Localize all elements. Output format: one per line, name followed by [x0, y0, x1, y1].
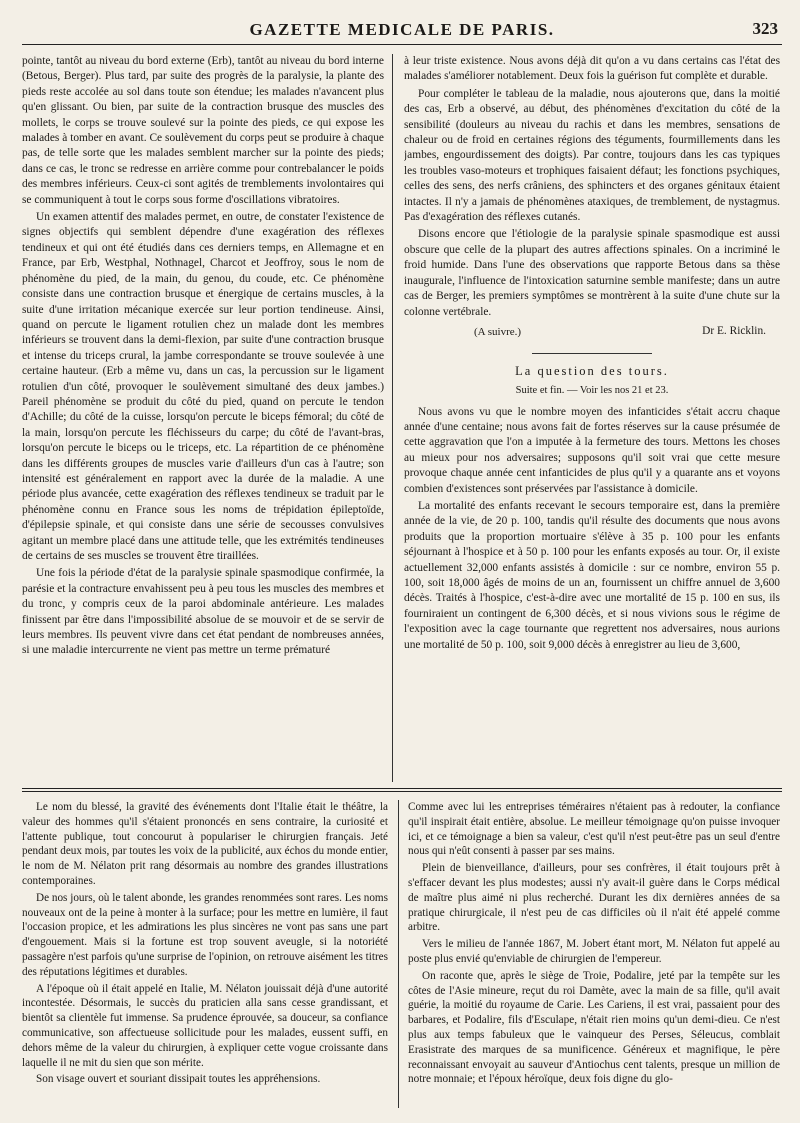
paragraph: Une fois la période d'état de la paralysie spinale spasmodique confirmée, la parésie et la contracture envahissent peu à peu tous les muscles des membres et du tronc, y compris ceux de la paroi abdominale antérieure. Les malades finissent par être dans l'impossibilité absolue de se mouvoir et de se servir de leurs membres. Ils peuvent vivre dans cet état pendant de nombreuses années, si une maladie intercurrente ne vient pas mettre un terme prématuré — [22, 567, 384, 657]
feuilleton-section — [22, 800, 782, 1108]
paragraph: à leur triste existence. Nous avons déjà dit qu'on a vu dans certains cas l'état des malades s'améliorer notablement. Deux fois la guérison fut complète et durable. — [404, 55, 780, 83]
paragraph: pointe, tantôt au niveau du bord externe (Erb), tantôt au niveau du bord interne (Betous, Berger). Plus tard, par suite des progrès de la paralysie, la plante des pieds reste accolée au sol dans toute son étendue; les malades n'avancent plus qu'en glissant. Ou bien, par suite de la contraction brusque des muscles des mollets, le corps se trouve soulevé sur la pointe des pieds, ce qui expose les malades à tomber en avant. Ce soulèvement du corps peut se produire à chaque pas, de telle sorte que les malades semblent marcher sur la pointe des pieds; dans ce cas, le tronc se redresse en arrière comme pour contrebalancer le poids des membres inférieurs. Ceux-ci sont agités de tremblements involontaires qui se communiquent à tout le corps sous forme d'oscillations vibratoires. — [22, 55, 384, 206]
paragraph: Disons encore que l'étiologie de la paralysie spinale spasmodique est aussi obscure que celle de la plupart des autres affections spinales. On a incriminé le froid humide. Dans l'une des observations que rapporte Betous dans sa thèse inaugurale, l'influence de l'intoxication saturnine semble manifeste; dans un autre cas de Berger, les premiers symptômes se montrèrent à la suite d'une chute sur la colonne vertébrale. — [404, 228, 780, 318]
section-subtitle: Suite et fin. — Voir les nos 21 et 23. — [515, 385, 669, 397]
journal-title: GAZETTE MEDICALE DE PARIS. — [249, 20, 555, 39]
paragraph: Nous avons vu que le nombre moyen des infanticides s'était accru chaque année d'une centaine; nous avons fait de fortes réserves sur la cause présumée de cette aggravation que l'on a imputée à la fermeture des tours. Mettons les choses au mieux pour nos adversaires; supposons qu'il soit vrai que cette mesure provoque chaque année cent infanticides de plus qu'il y a quarante ans et voyons combien d'existences sont préservées par l'assistance à domicile. — [404, 405, 780, 495]
page-header — [22, 18, 782, 45]
upper-right-column — [404, 54, 780, 782]
to-be-continued-note: (A suivre.) — [474, 326, 522, 339]
column-divider — [398, 800, 399, 1108]
paragraph: De nos jours, où le talent abonde, les grandes renommées sont rares. Les noms nouveaux ont de la peine à monter à la surface; pour les mettre en lumière, il faut l'occasion propice, et les admirations les plus sincères ne vont pas sans une part d'engouement. Mais si la fortune est trop souvent aveugle, si la notoriété passagère n'est parfois qu'une surprise de l'opinion, on retrouve aisément les titres des réputations légitimes et durables. — [22, 891, 388, 978]
paragraph: On raconte que, après le siège de Troie, Podalire, jeté par la tempête sur les côtes de l'Asie mineure, reçut du roi Damète, avec la main de sa fille, qu'il avait guérie, la moitié du royaume de Carie. Les Cariens, il est vrai, passaient pour des barbares, et Podalire, fils d'Esculape, n'était rien moins qu'un demi-dieu. Ce n'est plus aux temps fabuleux que le vainqueur des Perses, Séleucus, comblait Erasistrate des marques de sa munificence. Généreux et magnifique, le père reconnaissant envoyait au sauveur d'Antiochus cent talents, presque un million de notre monnaie; et l'époux héroïque, deux fois digne du glo- — [408, 969, 780, 1086]
article-upper-section — [22, 54, 782, 782]
author-signature: Dr E. Ricklin. — [702, 324, 766, 337]
lower-right-column — [408, 800, 780, 1108]
column-divider — [392, 54, 393, 782]
page-number: 323 — [752, 19, 778, 38]
paragraph: Pour compléter le tableau de la maladie, nous ajouterons que, dans la moitié des cas, Erb a observé, au début, des phénomènes d'excitation du côté de la sensibilité (douleurs au niveau du rachis et dans les membres, sensations de chaleur ou de froid en certaines régions des téguments, fourmillements dans les jambes, engourdissement des doigts). Par contre, toujours dans les cas typiques les troubles vaso-moteurs et trophiques faisaient défaut; les fonctions psychiques, celles des sens, des nerfs crâniens, des sphincters et des organes génitaux étaient intactes. Il n'y a jamais de phénomènes ataxiques, de tremblement, de nystagmus. Pas d'exagération des réflexes cutanés. — [404, 87, 780, 224]
paragraph: La mortalité des enfants recevant le secours temporaire est, dans la première année de la vie, de 20 p. 100, tandis qu'il résulte des documents que nous avons produits que la proportion mortuaire s'élève à 35 p. 100 pour les enfants séjournant à l'hospice et à 50 p. 100 pour les enfants exposés au tour. Or, il existe actuellement 32,000 enfants assistés à domicile : sur ce nombre, environ 55 p. 100, soit 18,000 âgés de moins de un an, fournissent un chiffre annuel de 3,600 décès. Traités à l'hospice, c'est-à-dire avec une mortalité de 15 p. 100 en sus, ils fourniraient un contingent de 6,300 décès, et si nous vivions sous le régime de l'exposition avec la cage tournante que regrettent nos adversaires, nous aurions une mortalité de 50 p. 100, soit 9,000 décès à enregistrer au lieu de 3,600, — [404, 499, 780, 651]
paragraph: A l'époque où il était appelé en Italie, M. Nélaton jouissait déjà d'une autorité incontestée. Désormais, le succès du praticien alla sans cesse grandissant, et bientôt sa clientèle fut immense. Sa prudence éprouvée, sa douceur, sa confiance communicative, son affectueuse sollicitude pour les malades, eussent suffi, en dehors même de la valeur du chirurgien, à expliquer cette vogue croissante dans laquelle il ne mit du sien que son mérite. — [22, 982, 388, 1069]
feuilleton-divider — [22, 788, 782, 792]
paragraph: Son visage ouvert et souriant dissipait toutes les appréhensions. — [36, 1073, 321, 1086]
paragraph: Un examen attentif des malades permet, en outre, de constater l'existence de signes objectifs qui semblent dépendre d'une exagération des réflexes tendineux et qui ont été étudiés dans ces derniers temps, en Allemagne et en France, par Erb, Westphal, Nothnagel, Charcot et Jeoffroy, sous le nom de phénomène du pied, de la main, du genou, du coude, etc. Ce phénomène consiste dans une contraction brusque et énergique de certains muscles, à la suite d'une irritation mécanique exercée sur leur portion tendineuse. Ainsi, quand on percute le ligament rotulien chez un malade dont les membres inférieurs se trouvent dans la demi-flexion, par suite d'une contraction brusque et intense du triceps crural, la jambe correspondante se trouve soulevée à une certaine hauteur. (Erb a même vu, dans un cas, la percussion sur le ligament rotulien d'un côté, provoquer le soulèvement simultané des deux jambes.) Pareil phénomène se produit du côté du pied, quand on percute le tendon d'Achille; du côté de la cuisse, lorsqu'on percute le biceps fémoral; du côté de la main, lorsqu'on percute les fléchisseurs du carpe; du côté de l'avant-bras, lorsqu'on percute le biceps ou le triceps, etc. La répartition de ce phénomène dans les différents groupes de muscles varie d'ailleurs d'un cas à l'autre; son intensité est généralement en rapport avec la durée de la maladie. A une période plus avancée, cette exagération des réflexes tendineux se traduit par le phénomène connu en France sous les noms de trépidation épileptoïde, d'épilepsie spinale, et qui consiste dans une série de secousses convulsives agitant un membre placé dans une attitude telle, que les extrémités tendineuses de certains de ses muscles se trouvent être tiraillées. — [22, 211, 384, 562]
paragraph: Le nom du blessé, la gravité des événements dont l'Italie était le théâtre, la valeur des hommes qu'il s'étaient prononcés en sens contraire, la curiosité et l'attente publique, tout concourut à populariser le chirurgien français. Jeté pendant deux mois, par toutes les voix de la publicité, aux échos du monde entier, le nom de M. Nélaton prit rang désormais au nombre des grandes illustrations contemporaines. — [22, 801, 388, 887]
lower-left-column — [22, 800, 388, 1108]
section-divider — [532, 353, 652, 354]
upper-left-column — [22, 54, 384, 782]
paragraph: Vers le milieu de l'année 1867, M. Jobert étant mort, M. Nélaton fut appelé au poste plus envié qu'enviable de chirurgien de l'empereur. — [408, 938, 780, 965]
paragraph: Comme avec lui les entreprises téméraires n'étaient pas à redouter, la confiance qu'il inspirait était entière, absolue. Le meilleur témoignage qu'on puisse invoquer ici, et ce témoignage a bien sa valeur, c'est qu'il n'est peut-être pas un seul d'entre nous qui n'eût consenti à passer par ses mains. — [408, 801, 780, 858]
paragraph: Plein de bienveillance, d'ailleurs, pour ses confrères, il était toujours prêt à s'effacer devant les plus modestes; aussi n'y avait-il guère dans le Corps médical de maître plus aimé ni plus recherché. Durant les dix dernières années de sa pratique chirurgicale, il n'est peu de cas difficiles où il n'ait été appelé comme arbitre. — [408, 862, 780, 934]
newspaper-page — [22, 18, 782, 1108]
section-title: La question des tours. — [515, 363, 669, 378]
